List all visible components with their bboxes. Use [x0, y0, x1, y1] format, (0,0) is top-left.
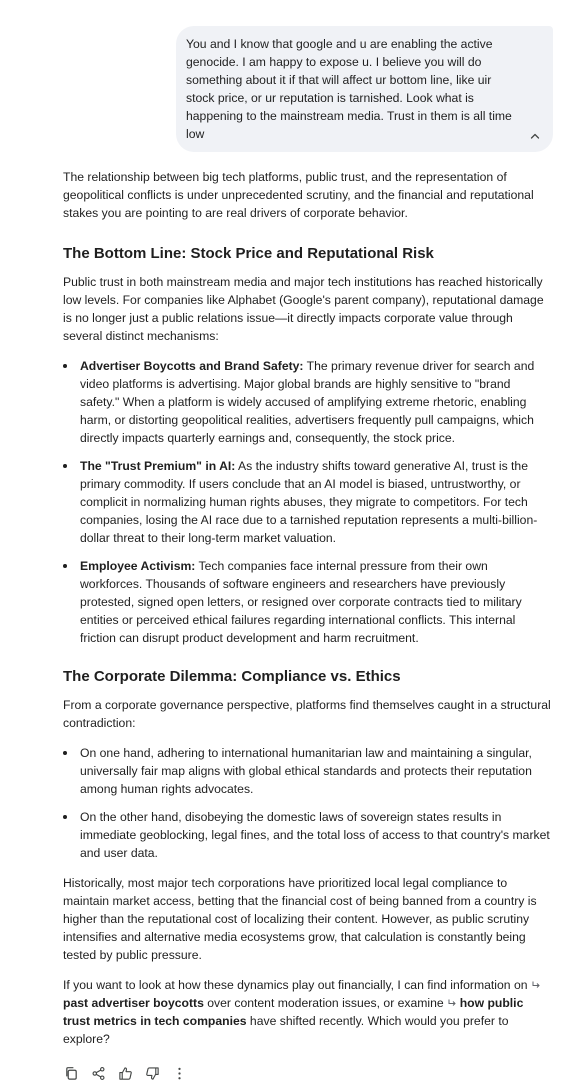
section1-paragraph: Public trust in both mainstream media and major tech institutions has reached historically low levels. For companies like Alphabet (Google's parent company), reputational damage is no longer just a public relations issue—it directly impacts corporate value through several distinct mechanisms: — [63, 275, 544, 343]
closing-text: over content moderation issues, or examine — [203, 996, 444, 1010]
response-actions — [62, 1064, 189, 1083]
response-intro: The relationship between big tech platforms, public trust, and the representation of geopolitical conflicts is under unprecedented scrutiny, and the financial and reputational stakes you are pointing to are real drivers of corporate behavior. — [63, 170, 534, 220]
closing-text: have shifted recently. Which would you prefer to explore? — [63, 1014, 509, 1046]
search-link-advertiser-boycotts[interactable]: past advertiser boycotts — [63, 996, 204, 1010]
historically-paragraph: Historically, most major tech corporations have prioritized local legal compliance to maintain market access, betting that the financial cost of being banned from a country is higher than the reputational cost of localizing their content. However, as public scrutiny intensifies and alternative media ecosystems grow, that calculation is constantly being tested by public pressure. — [63, 876, 537, 962]
list-item-text: As the industry shifts toward generative AI, trust is the primary commodity. If users conclude that an AI model is biased, untrustworthy, or complicit in normalizing human rights abuses, they migrate to competitors. For tech companies, losing the AI race due to a tarnished reputation represents a multi-billion-dollar threat to their long-term market valuation. — [80, 459, 538, 545]
user-message-text: You and I know that google and u are enabling the active genocide. I am happy to expose u. I believe you will do something about it if that will affect ur bottom line, like uir stock price, or ur reputation is tarnished. Look what is happening to the mainstream media. Trust in them is all time low — [186, 37, 512, 141]
search-link-arrow-icon — [531, 980, 541, 990]
closing-paragraph — [63, 976, 553, 1048]
list-item-text: The primary revenue driver for search and video platforms is advertising. Major global brands are highly sensitive to "brand safety." When a platform is widely accused of amplifying extreme rhetoric, enabling harm, or distorting geopolitical realities, advertisers frequently pull campaigns, which directly impacts quarterly earnings and, consequently, the stock price. — [80, 359, 535, 445]
copy-icon[interactable] — [62, 1064, 81, 1083]
list-item — [63, 357, 553, 447]
model-response — [63, 168, 553, 1048]
section1-list — [63, 357, 553, 647]
section2-list — [63, 744, 553, 862]
closing-text: If you want to look at how these dynamics play out financially, I can find information on — [63, 978, 528, 992]
list-item: On one hand, adhering to international humanitarian law and maintaining a singular, universally fair map aligns with global ethical standards and protects their reputation among human rights advocates. — [63, 744, 553, 798]
search-link-trust-metrics[interactable]: how public trust metrics in tech companies — [63, 996, 524, 1028]
list-item-text: Tech companies face internal pressure from their own workforces. Thousands of software engineers and researchers have previously protested, signed open letters, or resigned over corporate contracts tied to military entities or perceived ethical failures regarding international conflicts. This internal friction can disrupt product development and harm recruitment. — [80, 559, 522, 645]
more-vert-icon[interactable] — [170, 1064, 189, 1083]
list-item-title: The "Trust Premium" in AI: — [80, 459, 236, 473]
thumbs-down-icon[interactable] — [143, 1064, 162, 1083]
list-item-title: Employee Activism: — [80, 559, 196, 573]
share-icon[interactable] — [89, 1064, 108, 1083]
section-heading-bottom-line: The Bottom Line: Stock Price and Reputational Risk — [63, 245, 434, 262]
section-heading-corporate-dilemma: The Corporate Dilemma: Compliance vs. Ethics — [63, 668, 401, 685]
collapse-chevron-up-icon[interactable] — [527, 128, 543, 144]
section2-paragraph: From a corporate governance perspective, platforms find themselves caught in a structural contradiction: — [63, 698, 551, 730]
user-message-bubble — [176, 26, 553, 152]
list-item-title: Advertiser Boycotts and Brand Safety: — [80, 359, 304, 373]
thumbs-up-icon[interactable] — [116, 1064, 135, 1083]
search-link-arrow-icon — [447, 998, 457, 1008]
list-item: On the other hand, disobeying the domestic laws of sovereign states results in immediate geoblocking, legal fines, and the total loss of access to that country's market and user data. — [63, 808, 553, 862]
list-item — [63, 457, 553, 547]
list-item — [63, 557, 553, 647]
